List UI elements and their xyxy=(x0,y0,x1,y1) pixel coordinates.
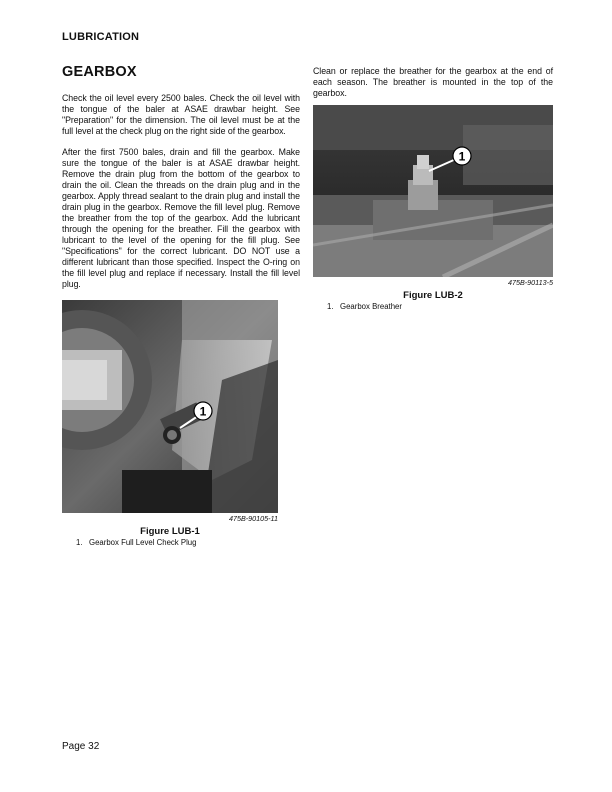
figure-lub-1-item-number: 1. xyxy=(76,538,83,547)
paragraph-oil-check: Check the oil level every 2500 bales. Check the oil level with the tongue of the baler at ASAE drawbar height. See "Preparation" for the dimension. The oil level must be at the full level at the check plug on the right side of the gearbox. xyxy=(62,93,300,136)
figure-lub-1-callout: 1 xyxy=(199,404,207,419)
figure-lub-1-code: 475B-90105-11 xyxy=(228,514,278,523)
paragraph-breather: Clean or replace the breather for the gearbox at the end of each season. The breather is mounted in the top of the gearbox. xyxy=(313,66,553,98)
figure-lub-2-title: Figure LUB-2 xyxy=(403,290,463,301)
figure-lub-2-item-text: Gearbox Breather xyxy=(340,302,402,311)
figure-lub-2-item-number: 1. xyxy=(327,302,334,311)
left-column xyxy=(62,64,300,547)
figure-lub-2-callout: 1 xyxy=(458,149,466,164)
figure-lub-2-photo xyxy=(313,105,553,277)
gearbox-check-plug-photo xyxy=(62,300,278,513)
figure-lub-1-title: Figure LUB-1 xyxy=(140,526,200,537)
figure-lub-1-item xyxy=(76,538,300,547)
figure-lub-2-code: 475B-90113-5 xyxy=(507,278,553,287)
figure-lub-2-item xyxy=(327,302,553,311)
page-number: Page 32 xyxy=(62,741,100,752)
figure-lub-1-photo xyxy=(62,300,278,513)
right-column xyxy=(313,66,553,311)
figure-lub-1-item-text: Gearbox Full Level Check Plug xyxy=(89,538,197,547)
page-heading: GEARBOX xyxy=(62,64,137,80)
section-label: LUBRICATION xyxy=(62,31,140,43)
gearbox-breather-photo xyxy=(313,105,553,277)
paragraph-drain-fill: After the first 7500 bales, drain and fill the gearbox. Make sure the tongue of the baler is at ASAE drawbar height. Remove the drain plug from the bottom of the gearbox to drain the oil. Clean the threads on the drain plug and in the gearbox. Apply thread sealant to the drain plug and install the drain plug in the gearbox. Remove the fill level plug. Remove the breather from the top of the gearbox. Add the lubricant through the opening for the breather. Fill the gearbox with lubricant to the level of the opening for the fill plug. See "Specifications" for the correct lubricant. DO NOT use a different lubricant than those specified. Inspect the O-ring on the fill level plug and replace if necessary. Install the fill level plug. xyxy=(62,147,300,289)
